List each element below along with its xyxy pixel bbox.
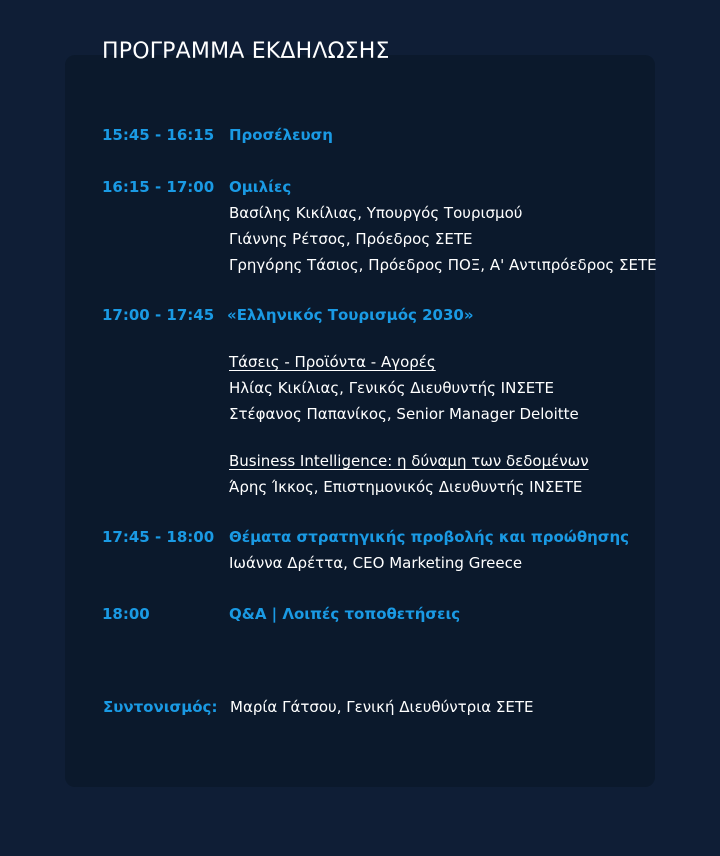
schedule-content bbox=[229, 524, 659, 576]
subsection-title: Τάσεις - Προϊόντα - Αγορές bbox=[229, 353, 436, 371]
schedule-time: 15:45 - 16:15 bbox=[102, 126, 215, 144]
schedule-time: 16:15 - 17:00 bbox=[102, 178, 215, 196]
schedule-time: 17:00 - 17:45 bbox=[102, 306, 215, 324]
subsection-title: Business Intelligence: η δύναμη των δεδομένων bbox=[229, 452, 589, 470]
coordination-name: Μαρία Γάτσου, Γενική Διευθύντρια ΣΕΤΕ bbox=[230, 698, 534, 716]
schedule-subsections bbox=[229, 349, 659, 500]
schedule-heading: Προσέλευση bbox=[229, 126, 333, 144]
schedule-heading: Q&A | Λοιπές τοποθετήσεις bbox=[229, 605, 461, 623]
coordination-label: Συντονισμός: bbox=[103, 698, 218, 716]
schedule-content bbox=[229, 601, 659, 627]
schedule-heading: Ομιλίες bbox=[229, 178, 292, 196]
speaker-line: Ιωάννα Δρέττα, CEO Marketing Greece bbox=[229, 554, 523, 572]
schedule-content bbox=[227, 302, 657, 328]
speaker-line: Γιάννης Ρέτσος, Πρόεδρος ΣΕΤΕ bbox=[229, 230, 473, 248]
speaker-line: Άρης Ίκκος, Επιστημονικός Διευθυντής ΙΝΣΕΤΕ bbox=[229, 478, 583, 496]
speaker-line: Γρηγόρης Τάσιος, Πρόεδρος ΠΟΞ, Α' Αντιπρόεδρος ΣΕΤΕ bbox=[229, 256, 657, 274]
speaker-line: Στέφανος Παπανίκος, Senior Manager Deloitte bbox=[229, 405, 579, 423]
page-title: ΠΡΟΓΡΑΜΜΑ ΕΚΔΗΛΩΣΗΣ bbox=[102, 39, 390, 64]
speaker-line: Ηλίας Κικίλιας, Γενικός Διευθυντής ΙΝΣΕΤΕ bbox=[229, 379, 554, 397]
schedule-content bbox=[229, 122, 659, 148]
speaker-line: Βασίλης Κικίλιας, Υπουργός Τουρισμού bbox=[229, 204, 523, 222]
schedule-content bbox=[229, 174, 659, 278]
schedule-time: 18:00 bbox=[102, 605, 150, 623]
schedule-time: 17:45 - 18:00 bbox=[102, 528, 215, 546]
schedule-heading: «Ελληνικός Τουρισμός 2030» bbox=[227, 306, 474, 324]
schedule-heading: Θέματα στρατηγικής προβολής και προώθησης bbox=[229, 528, 630, 546]
